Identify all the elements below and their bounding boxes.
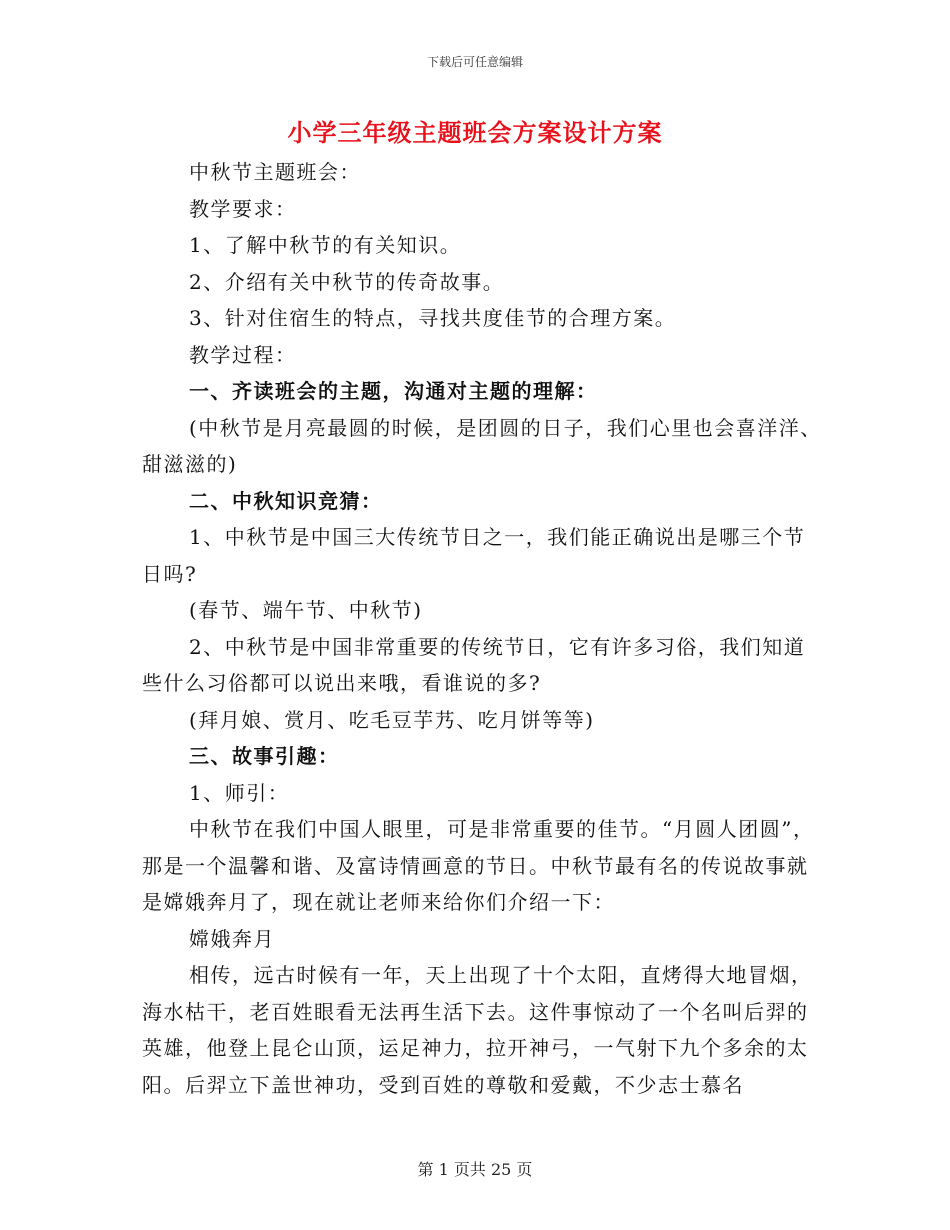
section-heading: 三、故事引趣：: [189, 744, 340, 768]
paragraph: (拜月娘、赏月、吃毛豆芋艿、吃月饼等等): [189, 707, 595, 732]
section-heading: 一、齐读班会的主题，沟通对主题的理解：: [189, 379, 598, 403]
page-number: 第 1 页共 25 页: [417, 1160, 533, 1179]
paragraph: 教学要求：: [189, 196, 297, 221]
paragraph: (中秋节是月亮最圆的时候，是团圆的日子，我们心里也会喜洋洋、甜滋滋的): [142, 415, 822, 476]
section-heading: 二、中秋知识竞猜：: [189, 488, 383, 513]
document-body: [142, 154, 822, 1103]
paragraph: 3、针对住宿生的特点，寻找共度佳节的合理方案。: [189, 306, 677, 330]
header-note: 下载后可任意编辑: [426, 55, 523, 69]
paragraph: 嫦娥奔月: [189, 926, 275, 951]
paragraph: 1、师引：: [189, 780, 290, 805]
paragraph: 2、介绍有关中秋节的传奇故事。: [189, 269, 505, 294]
paragraph: 教学过程：: [189, 342, 297, 367]
paragraph: 1、中秋节是中国三大传统节日之一，我们能正确说出是哪三个节日吗?: [142, 525, 806, 586]
paragraph: (春节、端午节、中秋节): [189, 598, 423, 622]
paragraph: 相传，远古时候有一年，天上出现了十个太阳，直烤得大地冒烟，海水枯干，老百姓眼看无法再生活下去。这件事惊动了一个名叫后羿的英雄，他登上昆仑山顶，运足神力，拉开神弓，一气射下九个多余的太阳。后羿立下盖世神功，受到百姓的尊敬和爱戴，不少志士慕名: [142, 963, 813, 1097]
document-title: 小学三年级主题班会方案设计方案: [287, 118, 663, 147]
paragraph: 1、了解中秋节的有关知识。: [189, 233, 462, 257]
paragraph: 中秋节在我们中国人眼里，可是非常重要的佳节。“月圆人团圆”，那是一个温馨和谐、及富诗情画意的节日。中秋节最有名的传说故事就是嫦娥奔月了，现在就让老师来给你们介绍一下：: [142, 817, 815, 914]
paragraph: 2、中秋节是中国非常重要的传统节日，它有许多习俗，我们知道些什么习俗都可以说出来哦，看谁说的多?: [142, 634, 806, 695]
paragraph: 中秋节主题班会：: [189, 160, 361, 184]
